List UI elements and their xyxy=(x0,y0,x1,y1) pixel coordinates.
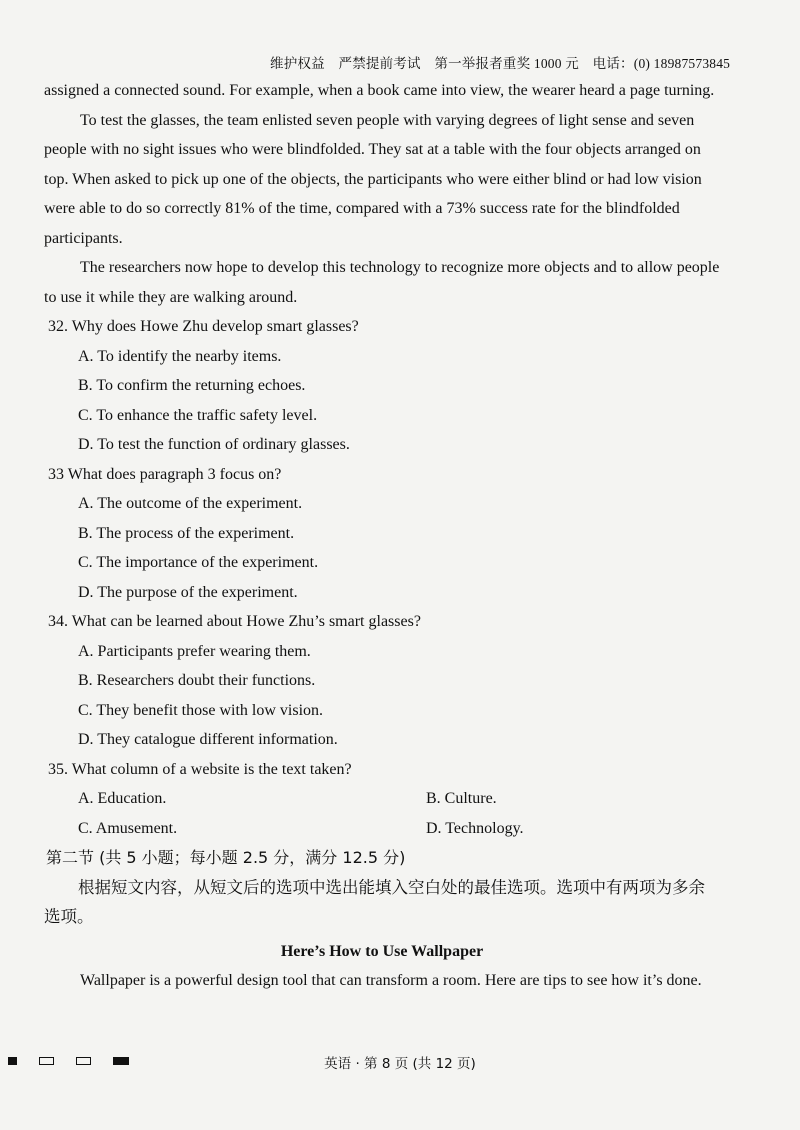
passage-paragraph: The researchers now hope to develop this technology to recognize more objects and to allow people to use it while they are walking around. xyxy=(44,259,720,306)
option-35-c: C. Amusement. xyxy=(78,819,178,837)
page-number: 英语 · 第 8 页 (共 12 页) xyxy=(324,1056,476,1072)
option-34-b: B. Researchers doubt their functions. xyxy=(78,672,316,689)
question-34: 34. What can be learned about Howe Zhu’s smart glasses? xyxy=(48,613,421,630)
page-footer xyxy=(0,1050,800,1080)
passage-paragraph: To test the glasses, the team enlisted seven people with varying degrees of light sense and seven people with no sight issues who were blindfolded. They sat at a table with the four objects arranged on top. When asked to pick up one of the objects, the participants who were either blind or had low vision were able to do so correctly 81% of the time, compared with a 73% success rate for the blindfolded participants. xyxy=(44,111,702,247)
options-35-row1 xyxy=(78,784,720,814)
option-34-a: A. Participants prefer wearing them. xyxy=(78,642,311,660)
option-35-a: A. Education. xyxy=(78,790,167,807)
option-34-d: D. They catalogue different information. xyxy=(78,731,338,748)
page-content xyxy=(44,76,720,996)
option-33-c: C. The importance of the experiment. xyxy=(78,554,319,571)
option-32-d: D. To test the function of ordinary glasses. xyxy=(78,436,350,453)
article-intro: Wallpaper is a powerful design tool that can transform a room. Here are tips to see how it’s done. xyxy=(80,972,702,989)
option-32-a: A. To identify the nearby items. xyxy=(78,347,282,365)
option-35-d: D. Technology. xyxy=(426,819,524,837)
option-33-b: B. The process of the experiment. xyxy=(78,524,295,542)
options-35-row2 xyxy=(78,814,720,844)
article-title: Here’s How to Use Wallpaper xyxy=(280,942,484,960)
option-32-b: B. To confirm the returning echoes. xyxy=(78,377,306,394)
exam-notice-header: 维护权益 严禁提前考试 第一举报者重奖 1000 元 电话：(0) 18987573845 xyxy=(270,56,731,71)
option-34-c: C. They benefit those with low vision. xyxy=(78,701,324,719)
option-33-a: A. The outcome of the experiment. xyxy=(78,495,303,512)
section-2-instruction: 根据短文内容，从短文后的选项中选出能填入空白处的最佳选项。选项中有两项为多余选项。 xyxy=(44,877,705,926)
passage-paragraph: assigned a connected sound. For example, when a book came into view, the wearer heard a page turning. xyxy=(44,82,715,99)
section-2-title: 第二节 (共 5 小题；每小题 2.5 分，满分 12.5 分) xyxy=(46,848,406,867)
question-35: 35. What column of a website is the text taken? xyxy=(48,760,352,778)
option-33-d: D. The purpose of the experiment. xyxy=(78,583,298,601)
question-33: 33 What does paragraph 3 focus on? xyxy=(48,465,282,483)
option-35-b: B. Culture. xyxy=(426,790,497,807)
option-32-c: C. To enhance the traffic safety level. xyxy=(78,406,318,424)
question-32: 32. Why does Howe Zhu develop smart glasses? xyxy=(48,318,359,335)
